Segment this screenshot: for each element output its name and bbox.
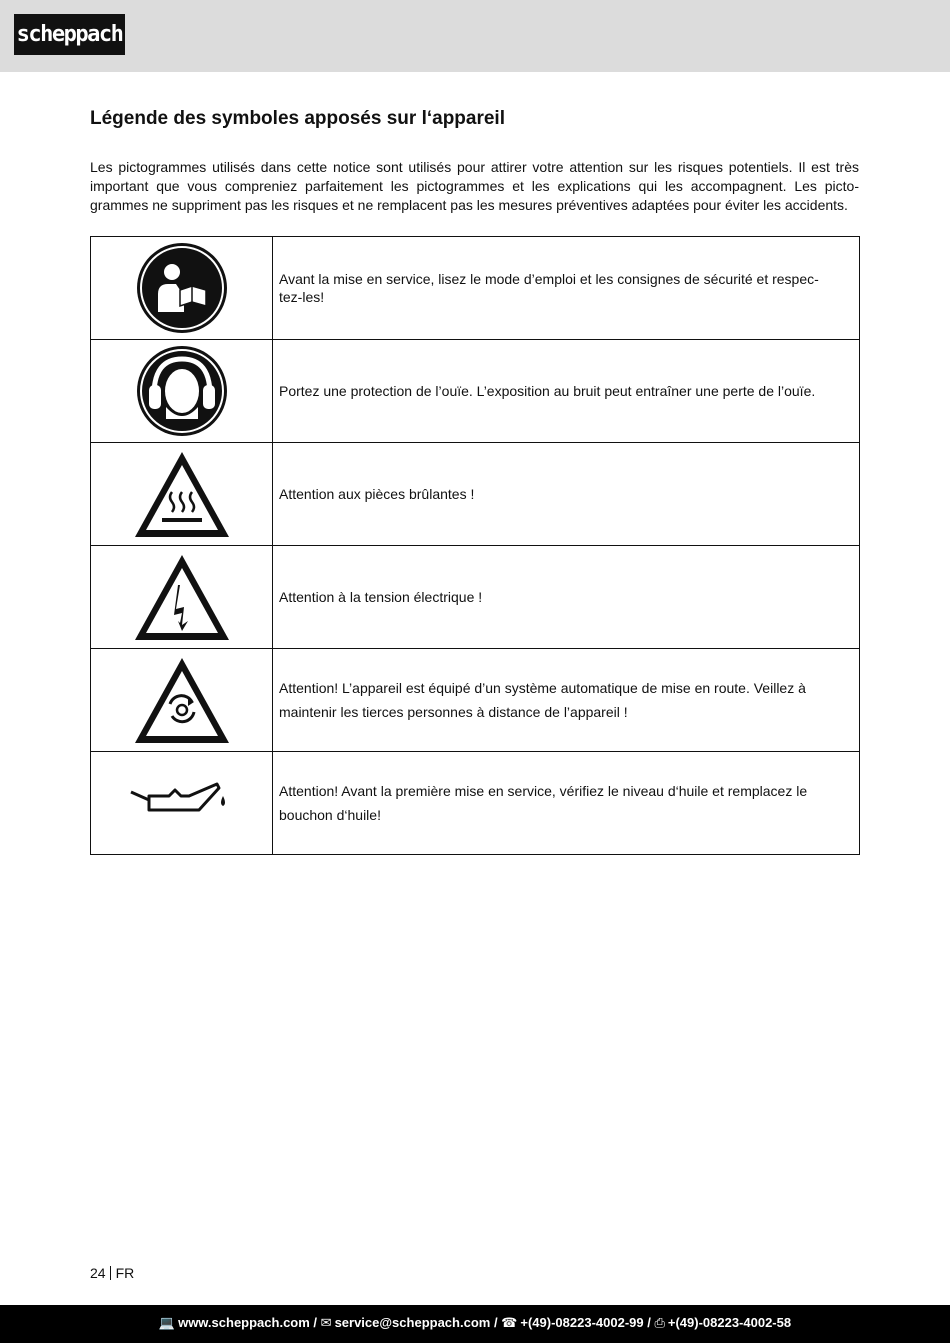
row-text: Attention aux pièces brûlantes ! <box>273 443 860 546</box>
read-manual-icon <box>136 242 228 334</box>
table-row <box>91 237 860 340</box>
footer-separator: / <box>490 1315 502 1330</box>
row-text: Attention à la tension électrique ! <box>273 546 860 649</box>
table-row <box>91 649 860 752</box>
table-row <box>91 752 860 855</box>
fax-icon: ⎙ <box>654 1315 665 1330</box>
hot-surface-icon <box>132 448 232 540</box>
footer-phone: +(49)-08223-4002-99 <box>520 1315 644 1330</box>
intro-paragraph: Les pictogrammes utilisés dans cette notice sont utilisés pour attirer votre attention sur les risques potentiels. Il est très important que vous compreniez parfaitement les pictogrammes et les explications qui les accompagnent. Les picto-grammes ne suppriment pas les risques et ne remplacent pas les mesures préventives adaptées pour éviter les accidents. <box>90 159 859 213</box>
header-band <box>0 0 950 72</box>
page-number <box>90 1265 134 1281</box>
symbols-table <box>90 236 860 855</box>
scheppach-logo: scheppach <box>14 14 125 55</box>
row-text: Portez une protection de l’ouïe. L’exposition au bruit peut entraîner une perte de l’ouïe. <box>273 340 860 443</box>
footer-separator: / <box>309 1315 321 1330</box>
table-row <box>91 546 860 649</box>
row-text: Attention! L’appareil est équipé d’un système automatique de mise en route. Veillez à maintenir les tierces personnes à distance de l’appareil ! <box>273 649 860 752</box>
row-text: Avant la mise en service, lisez le mode d’emploi et les consignes de sécurité et respec-tez-les! <box>273 237 860 340</box>
row-text: Attention! Avant la première mise en service, vérifiez le niveau d‘huile et remplacez le bouchon d‘huile! <box>273 752 860 855</box>
page-language: FR <box>115 1265 135 1281</box>
footer-band <box>0 1305 950 1343</box>
footer-separator: / <box>643 1315 655 1330</box>
page-number-divider <box>110 1266 111 1280</box>
page-title: Légende des symboles apposés sur l‘appareil <box>90 108 505 129</box>
email-icon: ✉ <box>320 1315 332 1330</box>
oil-can-icon <box>127 778 237 828</box>
table-row <box>91 340 860 443</box>
electric-voltage-icon <box>132 551 232 643</box>
computer-icon: 💻 <box>158 1315 176 1330</box>
ear-protection-icon <box>136 345 228 437</box>
phone-icon: ☎ <box>501 1315 518 1330</box>
automatic-start-icon <box>132 654 232 746</box>
footer-fax: +(49)-08223-4002-58 <box>667 1315 792 1330</box>
footer-email-link[interactable]: service@scheppach.com <box>334 1315 491 1330</box>
footer-website-link[interactable]: www.scheppach.com <box>178 1315 310 1330</box>
table-row <box>91 443 860 546</box>
page-number-value: 24 <box>90 1265 106 1281</box>
